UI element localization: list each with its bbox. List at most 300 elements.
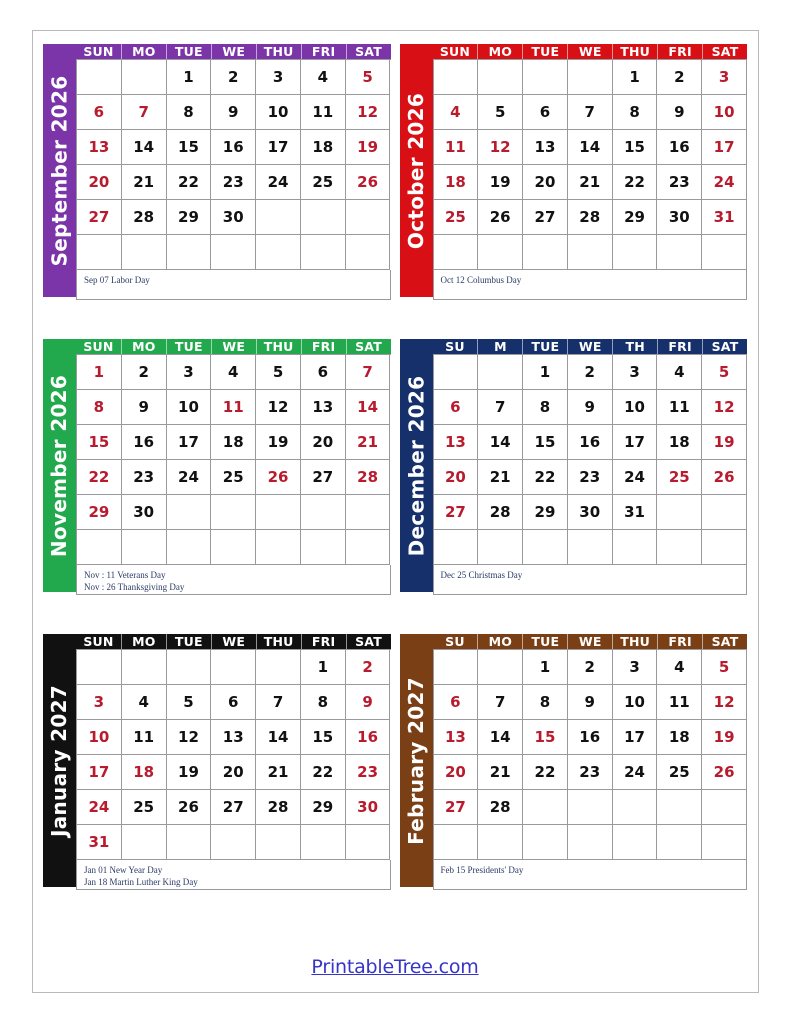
day-cell-empty (568, 790, 613, 825)
day-cell-empty (434, 60, 479, 95)
day-cell[interactable]: 24 (256, 165, 301, 200)
day-cell[interactable]: 14 (256, 720, 301, 755)
day-cell[interactable]: 9 (211, 95, 256, 130)
day-cell[interactable]: 12 (346, 95, 391, 130)
day-cell[interactable]: 20 (77, 165, 122, 200)
day-cell-empty (702, 790, 747, 825)
day-cell-empty (523, 235, 568, 270)
day-cell-empty (568, 825, 613, 860)
weekday-header: TUE (522, 44, 567, 59)
day-cell[interactable]: 7 (478, 390, 523, 425)
weekday-header: THU (612, 634, 657, 649)
day-cell[interactable]: 24 (613, 460, 658, 495)
day-cell[interactable]: 28 (256, 790, 301, 825)
day-cell-empty (256, 235, 301, 270)
day-cell[interactable]: 7 (346, 355, 391, 390)
day-cell[interactable]: 3 (702, 60, 747, 95)
day-cell[interactable]: 3 (77, 685, 122, 720)
day-cell[interactable]: 8 (301, 685, 346, 720)
day-cell[interactable]: 16 (568, 425, 613, 460)
day-cell[interactable]: 5 (167, 685, 212, 720)
weekday-header: WE (211, 44, 256, 59)
day-cell[interactable]: 19 (346, 130, 391, 165)
month-body (76, 339, 391, 592)
day-cell[interactable]: 21 (122, 165, 167, 200)
day-cell[interactable]: 14 (568, 130, 613, 165)
day-cell-empty (478, 355, 523, 390)
day-cell[interactable]: 29 (167, 200, 212, 235)
month-block (43, 44, 391, 297)
day-cell[interactable]: 2 (346, 650, 391, 685)
day-cell[interactable]: 20 (434, 460, 479, 495)
day-cell[interactable]: 29 (613, 200, 658, 235)
day-cell[interactable]: 4 (657, 650, 702, 685)
day-cell[interactable]: 23 (568, 755, 613, 790)
day-cell[interactable]: 26 (478, 200, 523, 235)
day-cell[interactable]: 10 (77, 720, 122, 755)
holiday-notes (433, 565, 748, 595)
month-title-spine (43, 339, 76, 592)
weekday-header: FRI (301, 634, 346, 649)
holiday-notes (433, 860, 748, 890)
weekday-header: MO (121, 634, 166, 649)
day-cell-empty (122, 825, 167, 860)
day-cell-empty (301, 825, 346, 860)
day-cell[interactable]: 20 (211, 755, 256, 790)
day-cell[interactable]: 11 (301, 95, 346, 130)
day-cell[interactable]: 26 (702, 755, 747, 790)
day-cell[interactable]: 27 (211, 790, 256, 825)
day-cell-empty (613, 790, 658, 825)
day-cell[interactable]: 19 (478, 165, 523, 200)
day-cell[interactable]: 7 (478, 685, 523, 720)
day-cell[interactable]: 23 (122, 460, 167, 495)
weekday-header: WE (567, 339, 612, 354)
weekday-header: THU (612, 44, 657, 59)
day-cell[interactable]: 9 (657, 95, 702, 130)
month-title: January 2027 (47, 684, 72, 837)
day-cell[interactable]: 4 (122, 685, 167, 720)
day-cell-empty (167, 530, 212, 565)
day-cell[interactable]: 19 (256, 425, 301, 460)
day-cell[interactable]: 25 (657, 755, 702, 790)
month-title-spine (400, 44, 433, 297)
day-cell[interactable]: 17 (613, 720, 658, 755)
day-cell[interactable]: 17 (613, 425, 658, 460)
day-cell[interactable]: 16 (568, 720, 613, 755)
day-cell[interactable]: 5 (702, 355, 747, 390)
day-cell[interactable]: 12 (478, 130, 523, 165)
day-cell[interactable]: 22 (301, 755, 346, 790)
day-cell[interactable]: 24 (167, 460, 212, 495)
day-cell[interactable]: 22 (523, 460, 568, 495)
day-cell[interactable]: 12 (702, 390, 747, 425)
day-cell[interactable]: 8 (167, 95, 212, 130)
day-cell[interactable]: 5 (702, 650, 747, 685)
day-cell-empty (77, 530, 122, 565)
holiday-note: Sep 07 Labor Day (84, 275, 150, 285)
day-cell[interactable]: 17 (77, 755, 122, 790)
day-cell-empty (122, 235, 167, 270)
day-cell[interactable]: 13 (77, 130, 122, 165)
weekday-header-row (433, 634, 748, 649)
day-cell[interactable]: 19 (702, 425, 747, 460)
day-cell[interactable]: 26 (702, 460, 747, 495)
day-cell[interactable]: 13 (434, 425, 479, 460)
day-cell[interactable]: 19 (702, 720, 747, 755)
day-cell[interactable]: 21 (478, 460, 523, 495)
day-cell[interactable]: 24 (702, 165, 747, 200)
day-cell[interactable]: 6 (77, 95, 122, 130)
day-cell[interactable]: 27 (77, 200, 122, 235)
day-cell[interactable]: 4 (211, 355, 256, 390)
day-cell[interactable]: 30 (346, 790, 391, 825)
weekday-header: THU (256, 339, 301, 354)
day-cell[interactable]: 13 (434, 720, 479, 755)
day-cell[interactable]: 10 (613, 685, 658, 720)
day-cell-empty (702, 495, 747, 530)
day-cell[interactable]: 11 (434, 130, 479, 165)
weeks-grid (433, 649, 748, 860)
day-cell[interactable]: 14 (346, 390, 391, 425)
day-cell[interactable]: 26 (167, 790, 212, 825)
day-cell-empty (256, 530, 301, 565)
day-cell[interactable]: 15 (167, 130, 212, 165)
day-cell-empty (657, 790, 702, 825)
day-cell-empty (346, 825, 391, 860)
day-cell[interactable]: 1 (523, 650, 568, 685)
day-cell[interactable]: 1 (613, 60, 658, 95)
day-cell[interactable]: 15 (613, 130, 658, 165)
day-cell-empty (301, 235, 346, 270)
day-cell-empty (434, 530, 479, 565)
day-cell[interactable]: 25 (434, 200, 479, 235)
day-cell[interactable]: 5 (478, 95, 523, 130)
day-cell[interactable]: 6 (211, 685, 256, 720)
day-cell[interactable]: 31 (613, 495, 658, 530)
day-cell[interactable]: 20 (301, 425, 346, 460)
day-cell-empty (568, 530, 613, 565)
day-cell-empty (523, 825, 568, 860)
weekday-header: SU (445, 634, 465, 649)
day-cell-empty (523, 790, 568, 825)
day-cell-empty (211, 825, 256, 860)
weekday-header: SUN (83, 44, 114, 59)
day-cell[interactable]: 2 (568, 650, 613, 685)
day-cell[interactable]: 30 (568, 495, 613, 530)
day-cell[interactable]: 5 (346, 60, 391, 95)
day-cell[interactable]: 16 (657, 130, 702, 165)
weekday-header-row (433, 44, 748, 59)
day-cell-empty (122, 530, 167, 565)
day-cell[interactable]: 30 (122, 495, 167, 530)
day-cell[interactable]: 26 (346, 165, 391, 200)
weekday-header: MO (477, 44, 522, 59)
day-cell[interactable]: 11 (657, 390, 702, 425)
day-cell[interactable]: 31 (77, 825, 122, 860)
day-cell-empty (346, 495, 391, 530)
weekday-header: THU (256, 44, 301, 59)
day-cell[interactable]: 28 (568, 200, 613, 235)
day-cell[interactable]: 13 (301, 390, 346, 425)
weekday-header: SUN (439, 44, 471, 59)
day-cell-empty (256, 495, 301, 530)
weekday-header: SAT (702, 634, 747, 649)
day-cell[interactable]: 23 (568, 460, 613, 495)
day-cell[interactable]: 14 (122, 130, 167, 165)
day-cell[interactable]: 17 (256, 130, 301, 165)
weekday-header: TUE (166, 634, 211, 649)
day-cell[interactable]: 11 (122, 720, 167, 755)
day-cell[interactable]: 9 (568, 390, 613, 425)
day-cell[interactable]: 17 (702, 130, 747, 165)
day-cell[interactable]: 9 (568, 685, 613, 720)
day-cell[interactable]: 5 (256, 355, 301, 390)
day-cell-empty (478, 60, 523, 95)
weeks-grid (76, 59, 391, 270)
day-cell-empty (211, 495, 256, 530)
day-cell[interactable]: 1 (523, 355, 568, 390)
day-cell[interactable]: 8 (523, 685, 568, 720)
day-cell[interactable]: 26 (256, 460, 301, 495)
day-cell[interactable]: 15 (301, 720, 346, 755)
day-cell[interactable]: 3 (613, 355, 658, 390)
day-cell[interactable]: 29 (523, 495, 568, 530)
day-cell[interactable]: 7 (256, 685, 301, 720)
day-cell-empty (657, 825, 702, 860)
day-cell[interactable]: 12 (167, 720, 212, 755)
month-block (400, 339, 748, 592)
day-cell-empty (346, 200, 391, 235)
day-cell-empty (346, 530, 391, 565)
holiday-notes (76, 565, 391, 595)
day-cell[interactable]: 2 (657, 60, 702, 95)
weekday-header: SAT (702, 44, 747, 59)
day-cell[interactable]: 6 (434, 685, 479, 720)
weekday-header: SAT (346, 634, 391, 649)
day-cell[interactable]: 25 (301, 165, 346, 200)
day-cell[interactable]: 16 (122, 425, 167, 460)
weekday-header: SU (445, 339, 465, 354)
day-cell[interactable]: 22 (167, 165, 212, 200)
day-cell[interactable]: 8 (523, 390, 568, 425)
month-block (43, 634, 391, 887)
day-cell[interactable]: 3 (256, 60, 301, 95)
printabletree-link[interactable]: PrintableTree.com (311, 956, 479, 978)
day-cell[interactable]: 23 (346, 755, 391, 790)
day-cell-empty (122, 60, 167, 95)
day-cell[interactable]: 3 (613, 650, 658, 685)
day-cell[interactable]: 16 (211, 130, 256, 165)
day-cell[interactable]: 21 (478, 755, 523, 790)
day-cell[interactable]: 18 (301, 130, 346, 165)
day-cell-empty (434, 355, 479, 390)
day-cell-empty (478, 825, 523, 860)
day-cell[interactable]: 27 (434, 790, 479, 825)
day-cell-empty (657, 495, 702, 530)
day-cell[interactable]: 23 (211, 165, 256, 200)
day-cell[interactable]: 6 (301, 355, 346, 390)
day-cell[interactable]: 22 (523, 755, 568, 790)
holiday-note: Oct 12 Columbus Day (440, 275, 522, 285)
day-cell-empty (657, 235, 702, 270)
day-cell[interactable]: 10 (702, 95, 747, 130)
day-cell[interactable]: 20 (523, 165, 568, 200)
weekday-header: WE (567, 44, 612, 59)
day-cell[interactable]: 31 (702, 200, 747, 235)
calendar-page (32, 30, 759, 993)
month-body (433, 634, 748, 887)
month-body (433, 44, 748, 297)
day-cell[interactable]: 14 (478, 425, 523, 460)
day-cell-empty (301, 530, 346, 565)
day-cell-empty (568, 60, 613, 95)
day-cell[interactable]: 30 (657, 200, 702, 235)
day-cell[interactable]: 24 (613, 755, 658, 790)
day-cell[interactable]: 22 (613, 165, 658, 200)
day-cell-empty (167, 825, 212, 860)
day-cell[interactable]: 18 (434, 165, 479, 200)
day-cell[interactable]: 24 (77, 790, 122, 825)
weekday-header: TUE (522, 634, 567, 649)
day-cell[interactable]: 20 (434, 755, 479, 790)
day-cell[interactable]: 1 (301, 650, 346, 685)
day-cell[interactable]: 7 (568, 95, 613, 130)
day-cell-empty (523, 60, 568, 95)
month-body (76, 634, 391, 887)
day-cell[interactable]: 6 (434, 390, 479, 425)
day-cell[interactable]: 21 (568, 165, 613, 200)
day-cell-empty (211, 530, 256, 565)
day-cell[interactable]: 10 (167, 390, 212, 425)
day-cell-empty (434, 825, 479, 860)
weekday-header: SUN (83, 634, 114, 649)
weekday-header-row (76, 44, 391, 59)
day-cell[interactable]: 15 (523, 720, 568, 755)
day-cell[interactable]: 23 (657, 165, 702, 200)
day-cell[interactable]: 21 (346, 425, 391, 460)
month-block (43, 339, 391, 592)
day-cell[interactable]: 17 (167, 425, 212, 460)
day-cell[interactable]: 11 (657, 685, 702, 720)
day-cell[interactable]: 7 (122, 95, 167, 130)
holiday-note: Jan 18 Martin Luther King Day (84, 877, 198, 887)
day-cell[interactable]: 4 (301, 60, 346, 95)
month-title-spine (400, 339, 433, 592)
day-cell[interactable]: 27 (301, 460, 346, 495)
month-title: September 2026 (47, 75, 72, 266)
day-cell[interactable]: 27 (434, 495, 479, 530)
weekday-header: WE (211, 634, 256, 649)
weekday-header-row (76, 634, 391, 649)
day-cell-empty (167, 495, 212, 530)
day-cell[interactable]: 4 (434, 95, 479, 130)
day-cell[interactable]: 3 (167, 355, 212, 390)
day-cell[interactable]: 10 (256, 95, 301, 130)
day-cell[interactable]: 29 (77, 495, 122, 530)
day-cell[interactable]: 18 (211, 425, 256, 460)
weekday-header: WE (567, 634, 612, 649)
day-cell[interactable]: 6 (523, 95, 568, 130)
day-cell[interactable]: 18 (122, 755, 167, 790)
weekday-header: FRI (301, 339, 346, 354)
holiday-note: Feb 15 Presidents' Day (440, 865, 524, 875)
weekday-header: WE (211, 339, 256, 354)
day-cell[interactable]: 11 (211, 390, 256, 425)
day-cell-empty (478, 235, 523, 270)
day-cell-empty (77, 235, 122, 270)
day-cell[interactable]: 29 (301, 790, 346, 825)
day-cell-empty (657, 530, 702, 565)
day-cell[interactable]: 28 (122, 200, 167, 235)
day-cell[interactable]: 8 (77, 390, 122, 425)
weekday-header-row (433, 339, 748, 354)
weekday-header: TH (612, 339, 657, 354)
day-cell[interactable]: 30 (211, 200, 256, 235)
day-cell[interactable]: 2 (568, 355, 613, 390)
weekday-header: MO (477, 634, 522, 649)
day-cell[interactable]: 28 (346, 460, 391, 495)
day-cell[interactable]: 15 (523, 425, 568, 460)
day-cell[interactable]: 28 (478, 495, 523, 530)
day-cell[interactable]: 25 (657, 460, 702, 495)
day-cell[interactable]: 28 (478, 790, 523, 825)
day-cell[interactable]: 9 (122, 390, 167, 425)
day-cell[interactable]: 12 (256, 390, 301, 425)
holiday-notes (76, 270, 391, 300)
day-cell[interactable]: 21 (256, 755, 301, 790)
day-cell-empty (613, 235, 658, 270)
day-cell-empty (434, 235, 479, 270)
day-cell[interactable]: 1 (77, 355, 122, 390)
day-cell[interactable]: 4 (657, 355, 702, 390)
holiday-note: Dec 25 Christmas Day (440, 570, 523, 580)
month-title: December 2026 (404, 375, 429, 556)
day-cell[interactable]: 27 (523, 200, 568, 235)
day-cell-empty (613, 825, 658, 860)
day-cell[interactable]: 13 (211, 720, 256, 755)
day-cell[interactable]: 12 (702, 685, 747, 720)
day-cell[interactable]: 18 (657, 720, 702, 755)
month-title: October 2026 (404, 92, 429, 249)
day-cell[interactable]: 15 (77, 425, 122, 460)
day-cell[interactable]: 18 (657, 425, 702, 460)
day-cell[interactable]: 1 (167, 60, 212, 95)
day-cell[interactable]: 2 (211, 60, 256, 95)
day-cell[interactable]: 13 (523, 130, 568, 165)
day-cell[interactable]: 10 (613, 390, 658, 425)
day-cell[interactable]: 2 (122, 355, 167, 390)
day-cell-empty (301, 495, 346, 530)
day-cell[interactable]: 25 (211, 460, 256, 495)
day-cell-empty (211, 235, 256, 270)
weekday-header: FRI (657, 634, 702, 649)
day-cell[interactable]: 22 (77, 460, 122, 495)
day-cell[interactable]: 25 (122, 790, 167, 825)
weekday-header: FRI (657, 339, 702, 354)
day-cell[interactable]: 16 (346, 720, 391, 755)
weeks-grid (76, 649, 391, 860)
day-cell-empty (256, 650, 301, 685)
day-cell[interactable]: 9 (346, 685, 391, 720)
day-cell[interactable]: 8 (613, 95, 658, 130)
day-cell[interactable]: 19 (167, 755, 212, 790)
month-title-spine (43, 44, 76, 297)
weekday-header: TUE (166, 339, 211, 354)
weekday-header: TUE (166, 44, 211, 59)
day-cell[interactable]: 14 (478, 720, 523, 755)
holiday-notes (76, 860, 391, 890)
